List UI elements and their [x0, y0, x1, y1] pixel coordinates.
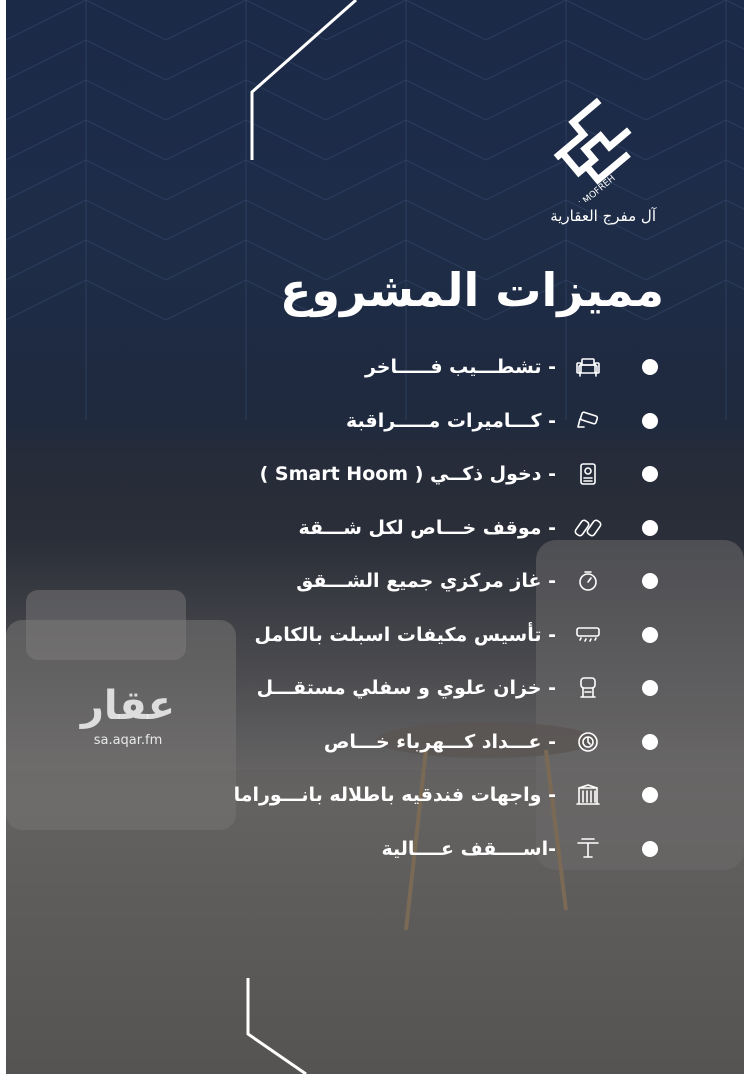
page-title: مميزات المشروع [279, 263, 664, 317]
ceiling-icon [574, 835, 602, 863]
smart-lock-icon [574, 460, 602, 488]
water-tank-icon [574, 674, 602, 702]
bullet-dot [642, 734, 658, 750]
watermark-url: sa.aqar.fm [93, 733, 163, 748]
feature-item [6, 775, 744, 815]
feature-text: - واجهات فندقيه باطلاله بانـــوراما [233, 784, 556, 806]
feature-text: - عـــداد كـــهرباء خـــاص [323, 730, 556, 753]
bullet-dot [642, 841, 658, 857]
bullet-dot [642, 680, 658, 696]
logo-wordmark: ALMOFREH [572, 173, 618, 202]
bullet-dot [642, 413, 658, 429]
bullet-dot [642, 787, 658, 803]
camera-icon [574, 407, 602, 435]
sofa-icon [574, 353, 602, 381]
feature-item [6, 401, 744, 441]
poster [6, 0, 744, 1074]
feature-text: - تشطـــيب فـــــاخر [364, 356, 556, 378]
feature-item [6, 347, 744, 387]
feature-item [6, 561, 744, 601]
feature-text: - كـــاميرات مـــــراقبة [345, 409, 556, 432]
company-logo [534, 92, 654, 202]
feature-item [6, 508, 744, 548]
feature-item [6, 454, 744, 494]
bullet-dot [642, 627, 658, 643]
bullet-dot [642, 520, 658, 536]
feature-text: - موقف خـــاص لكل شـــقة [298, 516, 556, 539]
feature-text: - دخول ذكــي ( Smart Hoom ) [259, 463, 556, 485]
logo-mark [534, 92, 654, 202]
gas-meter-icon [574, 567, 602, 595]
building-icon [574, 781, 602, 809]
feature-text: - غاز مركزي جميع الشـــقق [296, 570, 556, 592]
bullet-dot [642, 359, 658, 375]
company-name: آل مفرج العقارية [550, 207, 656, 225]
bullet-dot [642, 466, 658, 482]
frame-line-bottom [6, 960, 744, 1074]
electric-meter-icon [574, 728, 602, 756]
feature-item [6, 829, 744, 869]
feature-item [6, 615, 744, 655]
watermark-word: عقار [80, 683, 176, 729]
feature-text: - خزان علوي و سفلي مستقـــل [256, 677, 556, 699]
ac-icon [574, 621, 602, 649]
feature-text: -اســــقف عــــالية [381, 837, 556, 860]
bullet-dot [642, 573, 658, 589]
feature-text: - تأسيس مكيفات اسبلت بالكامل [254, 623, 556, 646]
parking-icon [574, 514, 602, 542]
